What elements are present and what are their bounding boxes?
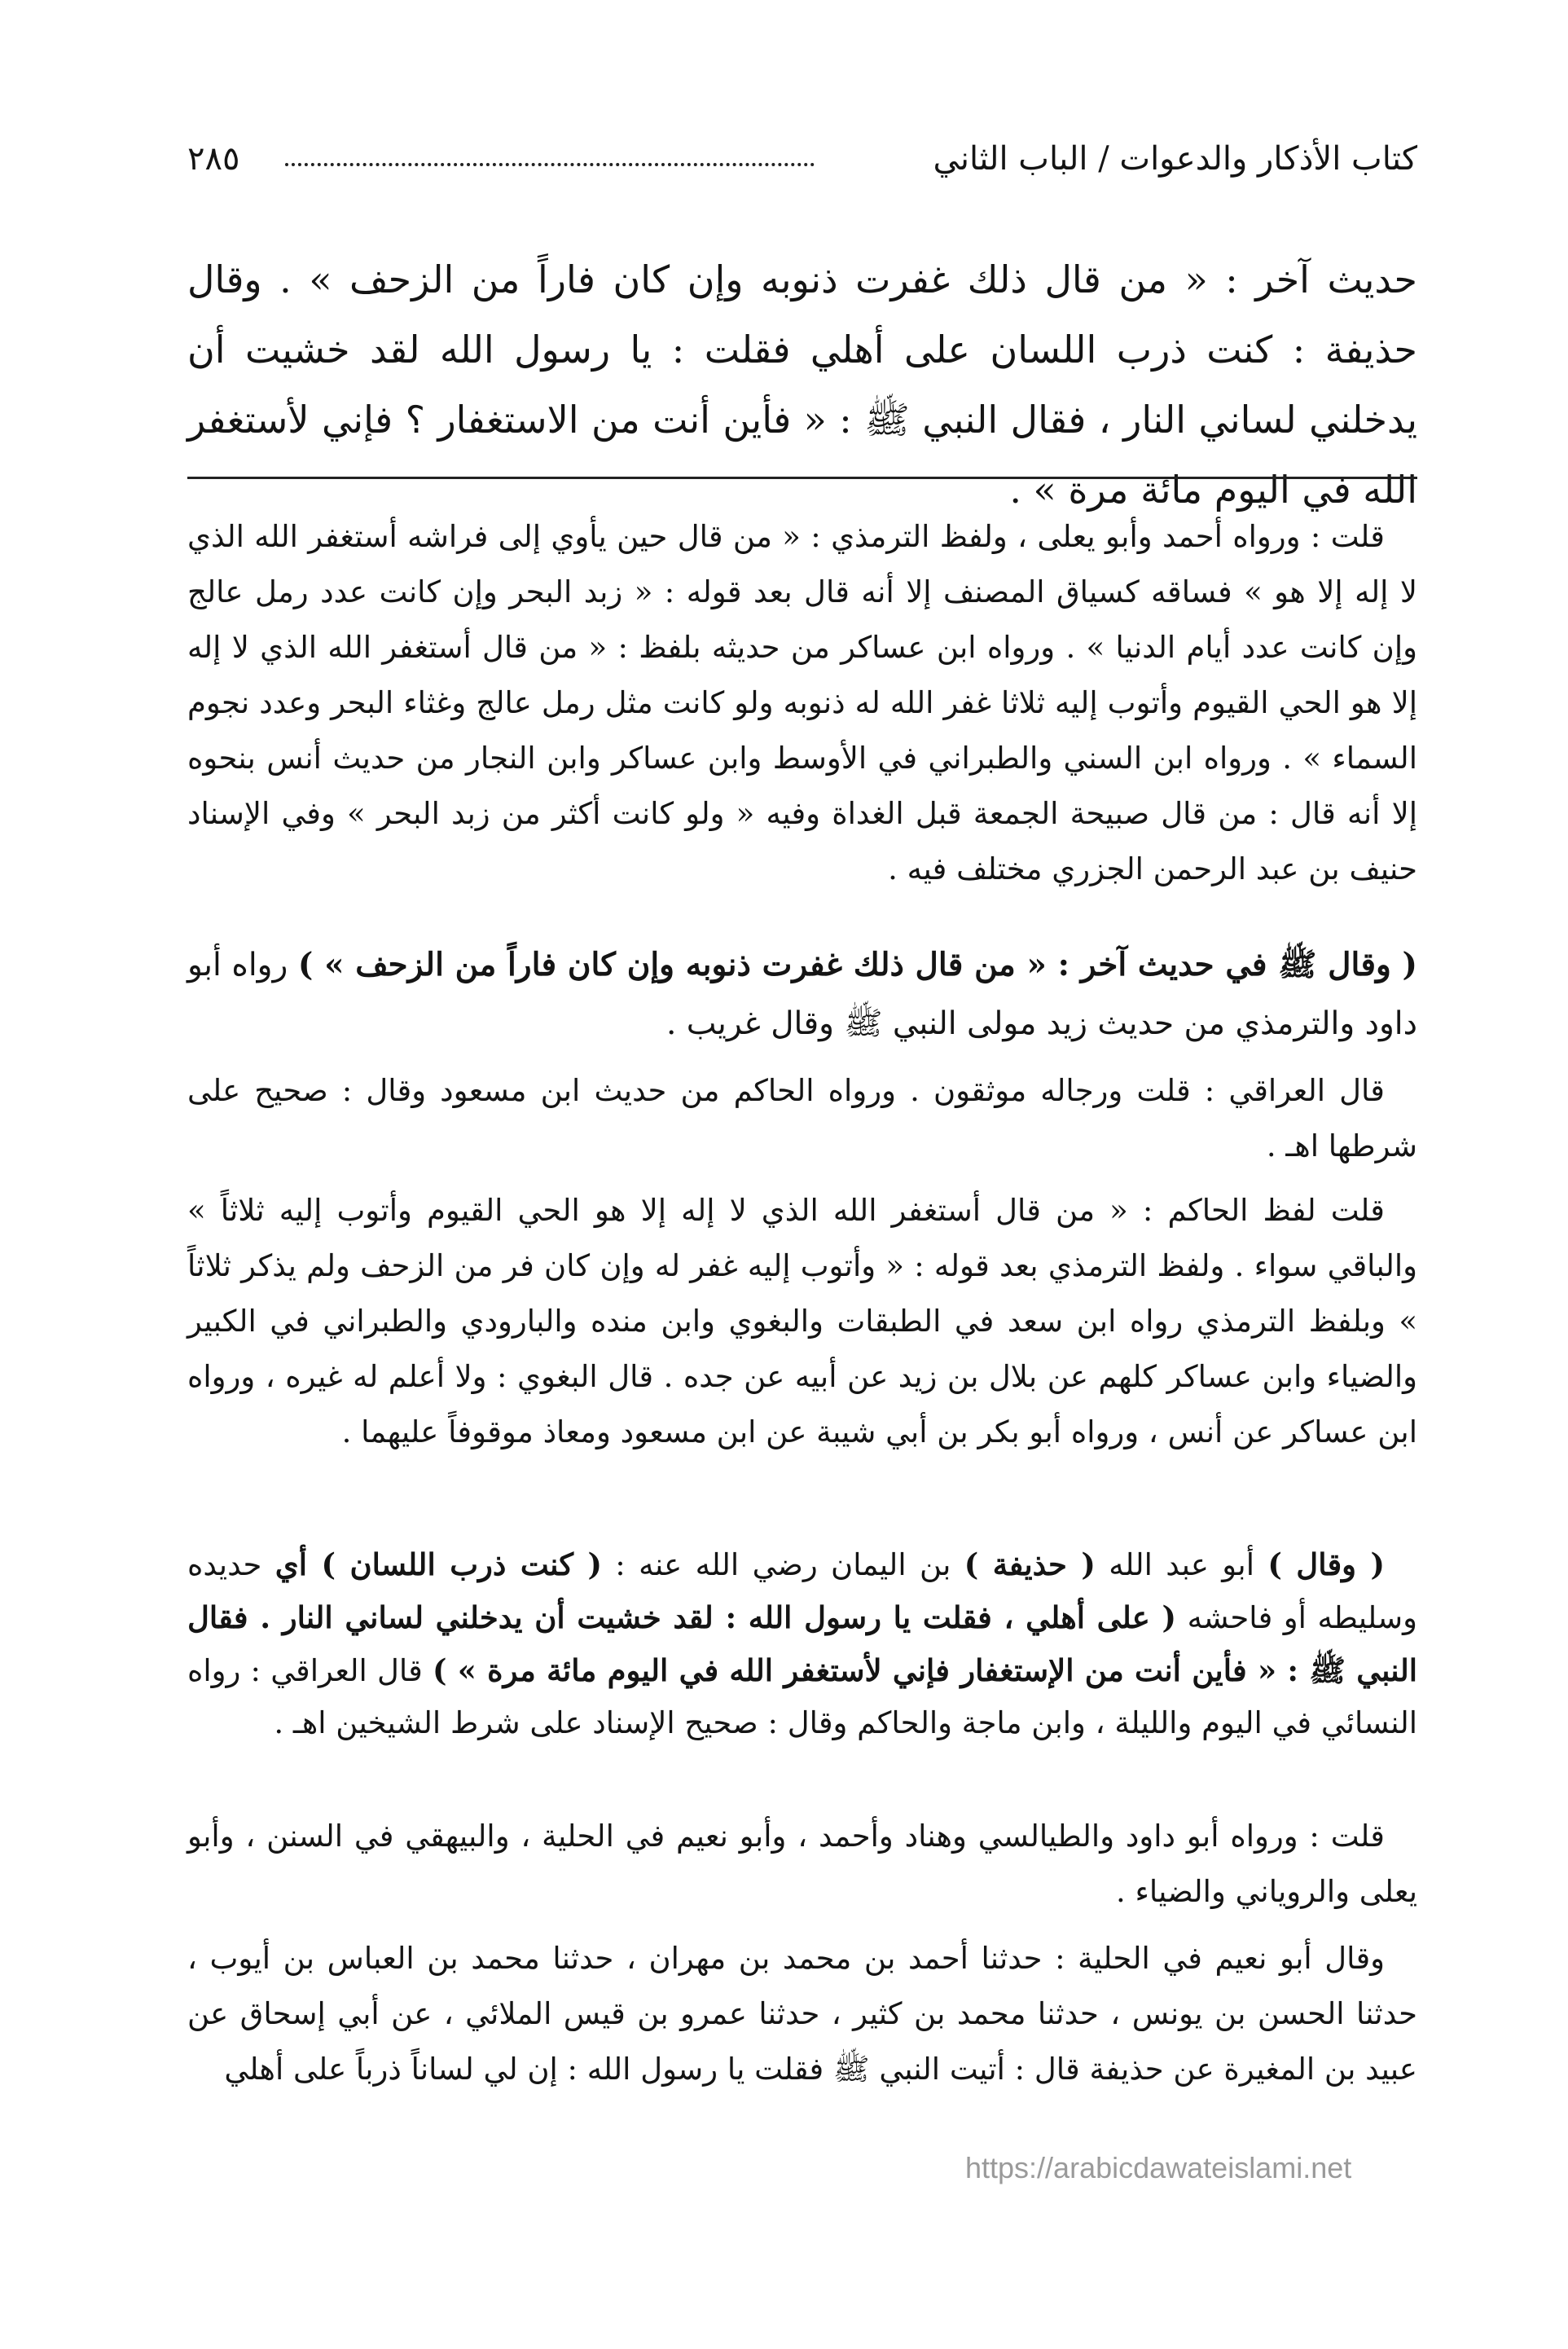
commentary-paragraph-3: قال العراقي : قلت ورجاله موثقون . ورواه الحاكم من حديث ابن مسعود وقال : صحيح على شرطها اهـ .	[187, 1073, 1417, 1164]
watermark-url: https://arabicdawateislami.net	[965, 2151, 1352, 2184]
page-number: ٢٨٥	[187, 140, 240, 178]
header-title: كتاب الأذكار والدعوات / الباب الثاني	[933, 140, 1417, 178]
quoted-text: ( على أهلي ، فقلت يا رسول الله : لقد خشيت أن يدخلني لساني النار . فقال النبي ﷺ : « فأين أنت من الإستغفار فإني لأستغفر الله في اليوم مائة مرة » )	[187, 1599, 1417, 1688]
commentary-paragraph-6: قلت : ورواه أبو داود والطيالسي وهناد وأحمد ، وأبو نعيم في الحلية ، والبيهقي في السنن ، وأبو يعلى والروياني والضياء .	[187, 1819, 1417, 1909]
running-header	[187, 130, 1417, 187]
commentary-text: بن اليمان رضي الله عنه :	[601, 1547, 964, 1582]
leader-dots	[285, 163, 815, 166]
quoted-text: ( كنت ذرب اللسان ) أي	[275, 1546, 602, 1582]
separator-rule	[187, 477, 1417, 479]
quoted-text: ( حذيفة )	[964, 1546, 1096, 1582]
commentary-text: أبو عبد الله	[1095, 1547, 1268, 1582]
commentary-paragraph-1: قلت : ورواه أحمد وأبو يعلى ، ولفظ الترمذي : « من قال حين يأوي إلى فراشه أستغفر الله الذي لا إله إلا هو » فساقه كسياق المصنف إلا أنه قال بعد قوله : « زبد البحر وإن كانت عدد رمل عالج وإن كانت عدد أيام الدنيا » . ورواه ابن عساكر من حديثه بلفظ : « من قال أستغفر الله الذي لا إله إلا هو الحي القيوم وأتوب إليه ثلاثا غفر الله له ذنوبه ولو كانت مثل رمل عالج وغثاء البحر وعدد نجوم السماء » . ورواه ابن السني والطبراني في الأوسط وابن عساكر وابن النجار من حديث أنس بنحوه إلا أنه قال : من قال صبيحة الجمعة قبل الغداة وفيه « ولو كانت أكثر من زبد البحر » وفي الإسناد حنيف بن عبد الرحمن الجزري مختلف فيه .	[187, 519, 1417, 886]
commentary-paragraph-2	[187, 935, 1417, 1054]
main-text: حديث آخر : « من قال ذلك غفرت ذنوبه وإن كان فاراً من الزحف » . وقال حذيفة : كنت ذرب اللسان على أهلي فقلت : يا رسول الله لقد خشيت أن يدخلني لساني النار ، فقال النبي ﷺ : « فأين أنت من الاستغفار ؟ فإني لأستغفر الله في اليوم مائة مرة » .	[187, 257, 1417, 512]
commentary-text: رواه أبو داود والترمذي من حديث زيد مولى النبي ﷺ وقال غريب .	[187, 947, 1417, 1042]
commentary-text: قال العراقي : رواه النسائي في اليوم والليلة ، وابن ماجة والحاكم وقال : صحيح الإسناد على شرط الشيخين اهـ .	[187, 1653, 1417, 1740]
commentary-text: حديده وسليطه أو فاحشه	[187, 1547, 1417, 1635]
commentary-paragraph-5	[187, 1538, 1417, 1749]
quoted-text: ( وقال )	[1267, 1546, 1386, 1582]
commentary-paragraph-4: قلت لفظ الحاكم : « من قال أستغفر الله الذي لا إله إلا هو الحي القيوم وأتوب إليه ثلاثاً » والباقي سواء . ولفظ الترمذي بعد قوله : « وأتوب إليه غفر له وإن كان فر من الزحف ولم يذكر ثلاثاً » وبلفظ الترمذي رواه ابن سعد في الطبقات والبغوي وابن منده والبارودي والطبراني في الكبير والضياء وابن عساكر كلهم عن بلال بن زيد عن أبيه عن جده . قال البغوي : ولا أعلم له غيره ، ورواه ابن عساكر عن أنس ، ورواه أبو بكر بن أبي شيبة عن ابن مسعود ومعاذ موقوفاً عليهما .	[187, 1193, 1417, 1449]
quoted-text: ( وقال ﷺ في حديث آخر : « من قال ذلك غفرت ذنوبه وإن كان فاراً من الزحف » )	[297, 946, 1417, 983]
commentary-paragraph-7: وقال أبو نعيم في الحلية : حدثنا أحمد بن محمد بن مهران ، حدثنا محمد بن العباس بن أيوب ، حدثنا الحسن بن يونس ، حدثنا محمد بن كثير ، حدثنا عمرو بن قيس الملائي ، عن أبي إسحاق عن عبيد بن المغيرة عن حذيفة قال : أتيت النبي ﷺ فقلت يا رسول الله : إن لي لساناً ذرباً على أهلي	[187, 1941, 1417, 2087]
